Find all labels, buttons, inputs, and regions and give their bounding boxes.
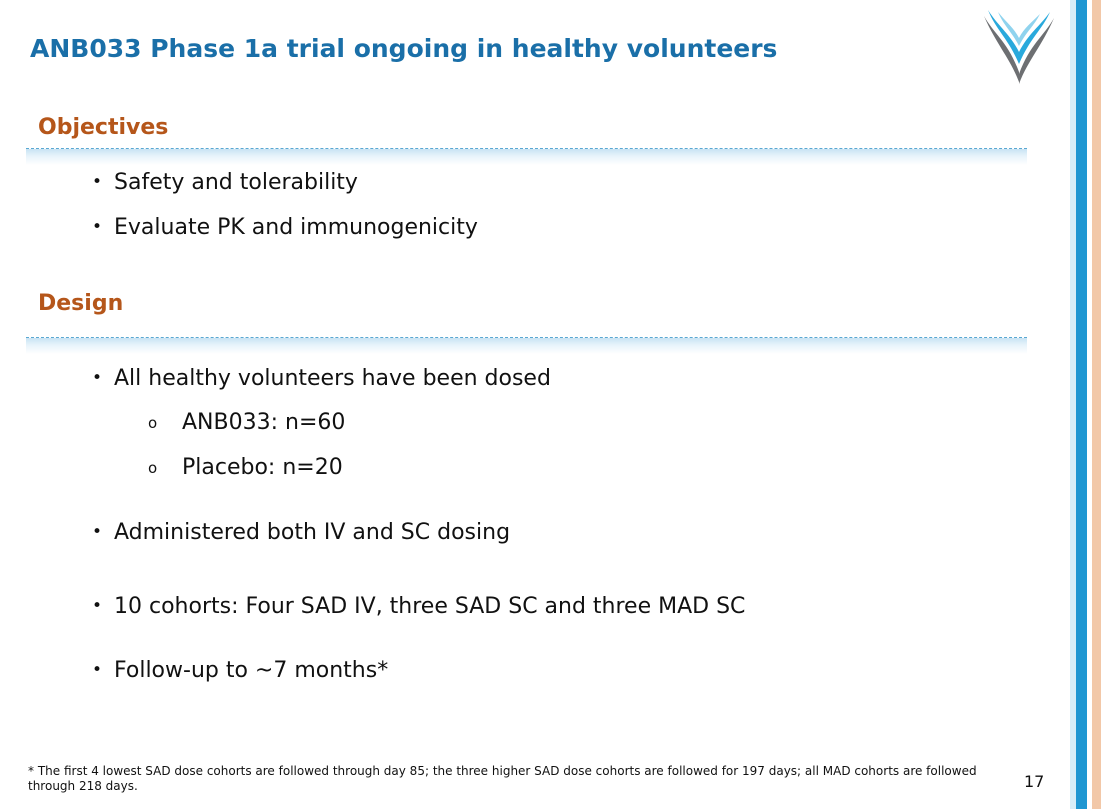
objectives-heading: Objectives — [38, 115, 169, 140]
design-heading: Design — [38, 291, 124, 316]
subbullet-text: ANB033: n=60 — [182, 410, 346, 435]
bullet-text: Follow-up to ~7 months* — [114, 658, 389, 683]
bullet-item — [92, 366, 551, 391]
bullet-item — [92, 594, 745, 619]
objectives-divider — [26, 148, 1027, 165]
design-divider — [26, 337, 1027, 354]
subbullet-item — [148, 410, 345, 435]
bullet-item — [92, 520, 510, 545]
bullet-icon: • — [92, 217, 103, 237]
bullet-text: 10 cohorts: Four SAD IV, three SAD SC and three MAD SC — [114, 594, 746, 619]
bullet-icon: • — [92, 596, 103, 616]
circle-bullet-icon: o — [148, 414, 158, 432]
bullet-text: Safety and tolerability — [114, 170, 358, 195]
bullet-item — [92, 170, 358, 195]
page-number: 17 — [1024, 772, 1045, 791]
bullet-text: Evaluate PK and immunogenicity — [114, 215, 478, 240]
bullet-icon: • — [92, 368, 103, 388]
bullet-text: All healthy volunteers have been dosed — [114, 366, 551, 391]
bullet-icon: • — [92, 660, 103, 680]
circle-bullet-icon: o — [148, 459, 158, 477]
decorative-side-stripes — [1070, 0, 1101, 809]
company-logo-icon — [978, 8, 1060, 88]
footnote: * The first 4 lowest SAD dose cohorts are followed through day 85; the three higher SAD dose cohorts are followed for 197 days; all MAD cohorts are followed through 218 days. — [28, 764, 977, 793]
bullet-text: Administered both IV and SC dosing — [114, 520, 511, 545]
bullet-item — [92, 658, 388, 683]
subbullet-text: Placebo: n=20 — [182, 455, 343, 480]
bullet-icon: • — [92, 522, 103, 542]
stripe-blue — [1076, 0, 1087, 809]
bullet-icon: • — [92, 172, 103, 192]
stripe-peach — [1092, 0, 1101, 809]
slide-title: ANB033 Phase 1a trial ongoing in healthy volunteers — [30, 34, 778, 63]
bullet-item — [92, 215, 478, 240]
subbullet-item — [148, 455, 343, 480]
